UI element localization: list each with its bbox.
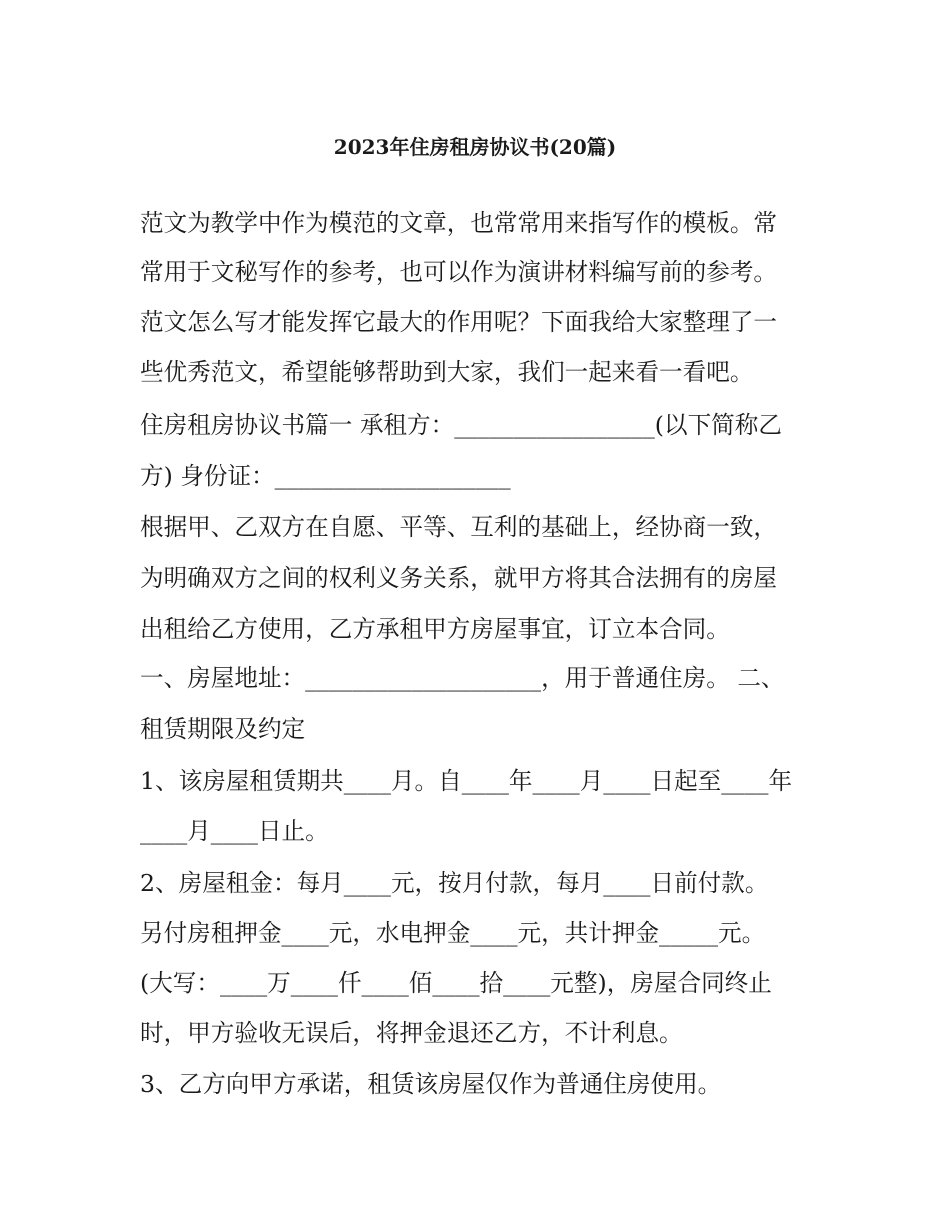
body-line-12: 1、该房屋租赁期共____月。自____年____月____日起至____年 [140, 767, 793, 795]
body-line-15: 另付房租押金____元，水电押金____元，共计押金_____元。 [140, 919, 766, 947]
body-line-7: 根据甲、乙双方在自愿、平等、互利的基础上，经协商一致， [140, 513, 778, 541]
body-line-5: 住房租房协议书篇一 承租方：_________________(以下简称乙 [140, 411, 782, 439]
body-line-3: 范文怎么写才能发挥它最大的作用呢？下面我给大家整理了一 [140, 308, 778, 336]
body-line-6: 方) 身份证：____________________ [140, 462, 511, 490]
body-line-18: 3、乙方向甲方承诺，租赁该房屋仅作为普通住房使用。 [140, 1070, 722, 1098]
body-line-17: 时，甲方验收无误后，将押金退还乙方，不计利息。 [140, 1019, 683, 1047]
body-line-16: (大写：____万____仟____佰____拾____元整)，房屋合同终止 [140, 969, 772, 997]
body-line-14: 2、房屋租金：每月____元，按月付款，每月____日前付款。 [140, 869, 769, 897]
body-line-9: 出租给乙方使用，乙方承租甲方房屋事宜，订立本合同。 [140, 615, 730, 643]
body-line-8: 为明确双方之间的权利义务关系，就甲方将其合法拥有的房屋 [140, 564, 778, 592]
body-line-1: 范文为教学中作为模范的文章，也常常用来指写作的模板。常 [140, 209, 778, 237]
body-line-10: 一、房屋地址：____________________，用于普通住房。 二、 [140, 664, 785, 692]
document-title: 2023年住房租房协议书(20篇) [333, 135, 617, 159]
body-line-4: 些优秀范文，希望能够帮助到大家，我们一起来看一看吧。 [140, 358, 754, 386]
body-line-13: ____月____日止。 [140, 817, 329, 845]
body-line-11: 租赁期限及约定 [140, 715, 306, 743]
body-line-2: 常用于文秘写作的参考，也可以作为演讲材料编写前的参考。 [140, 258, 778, 286]
